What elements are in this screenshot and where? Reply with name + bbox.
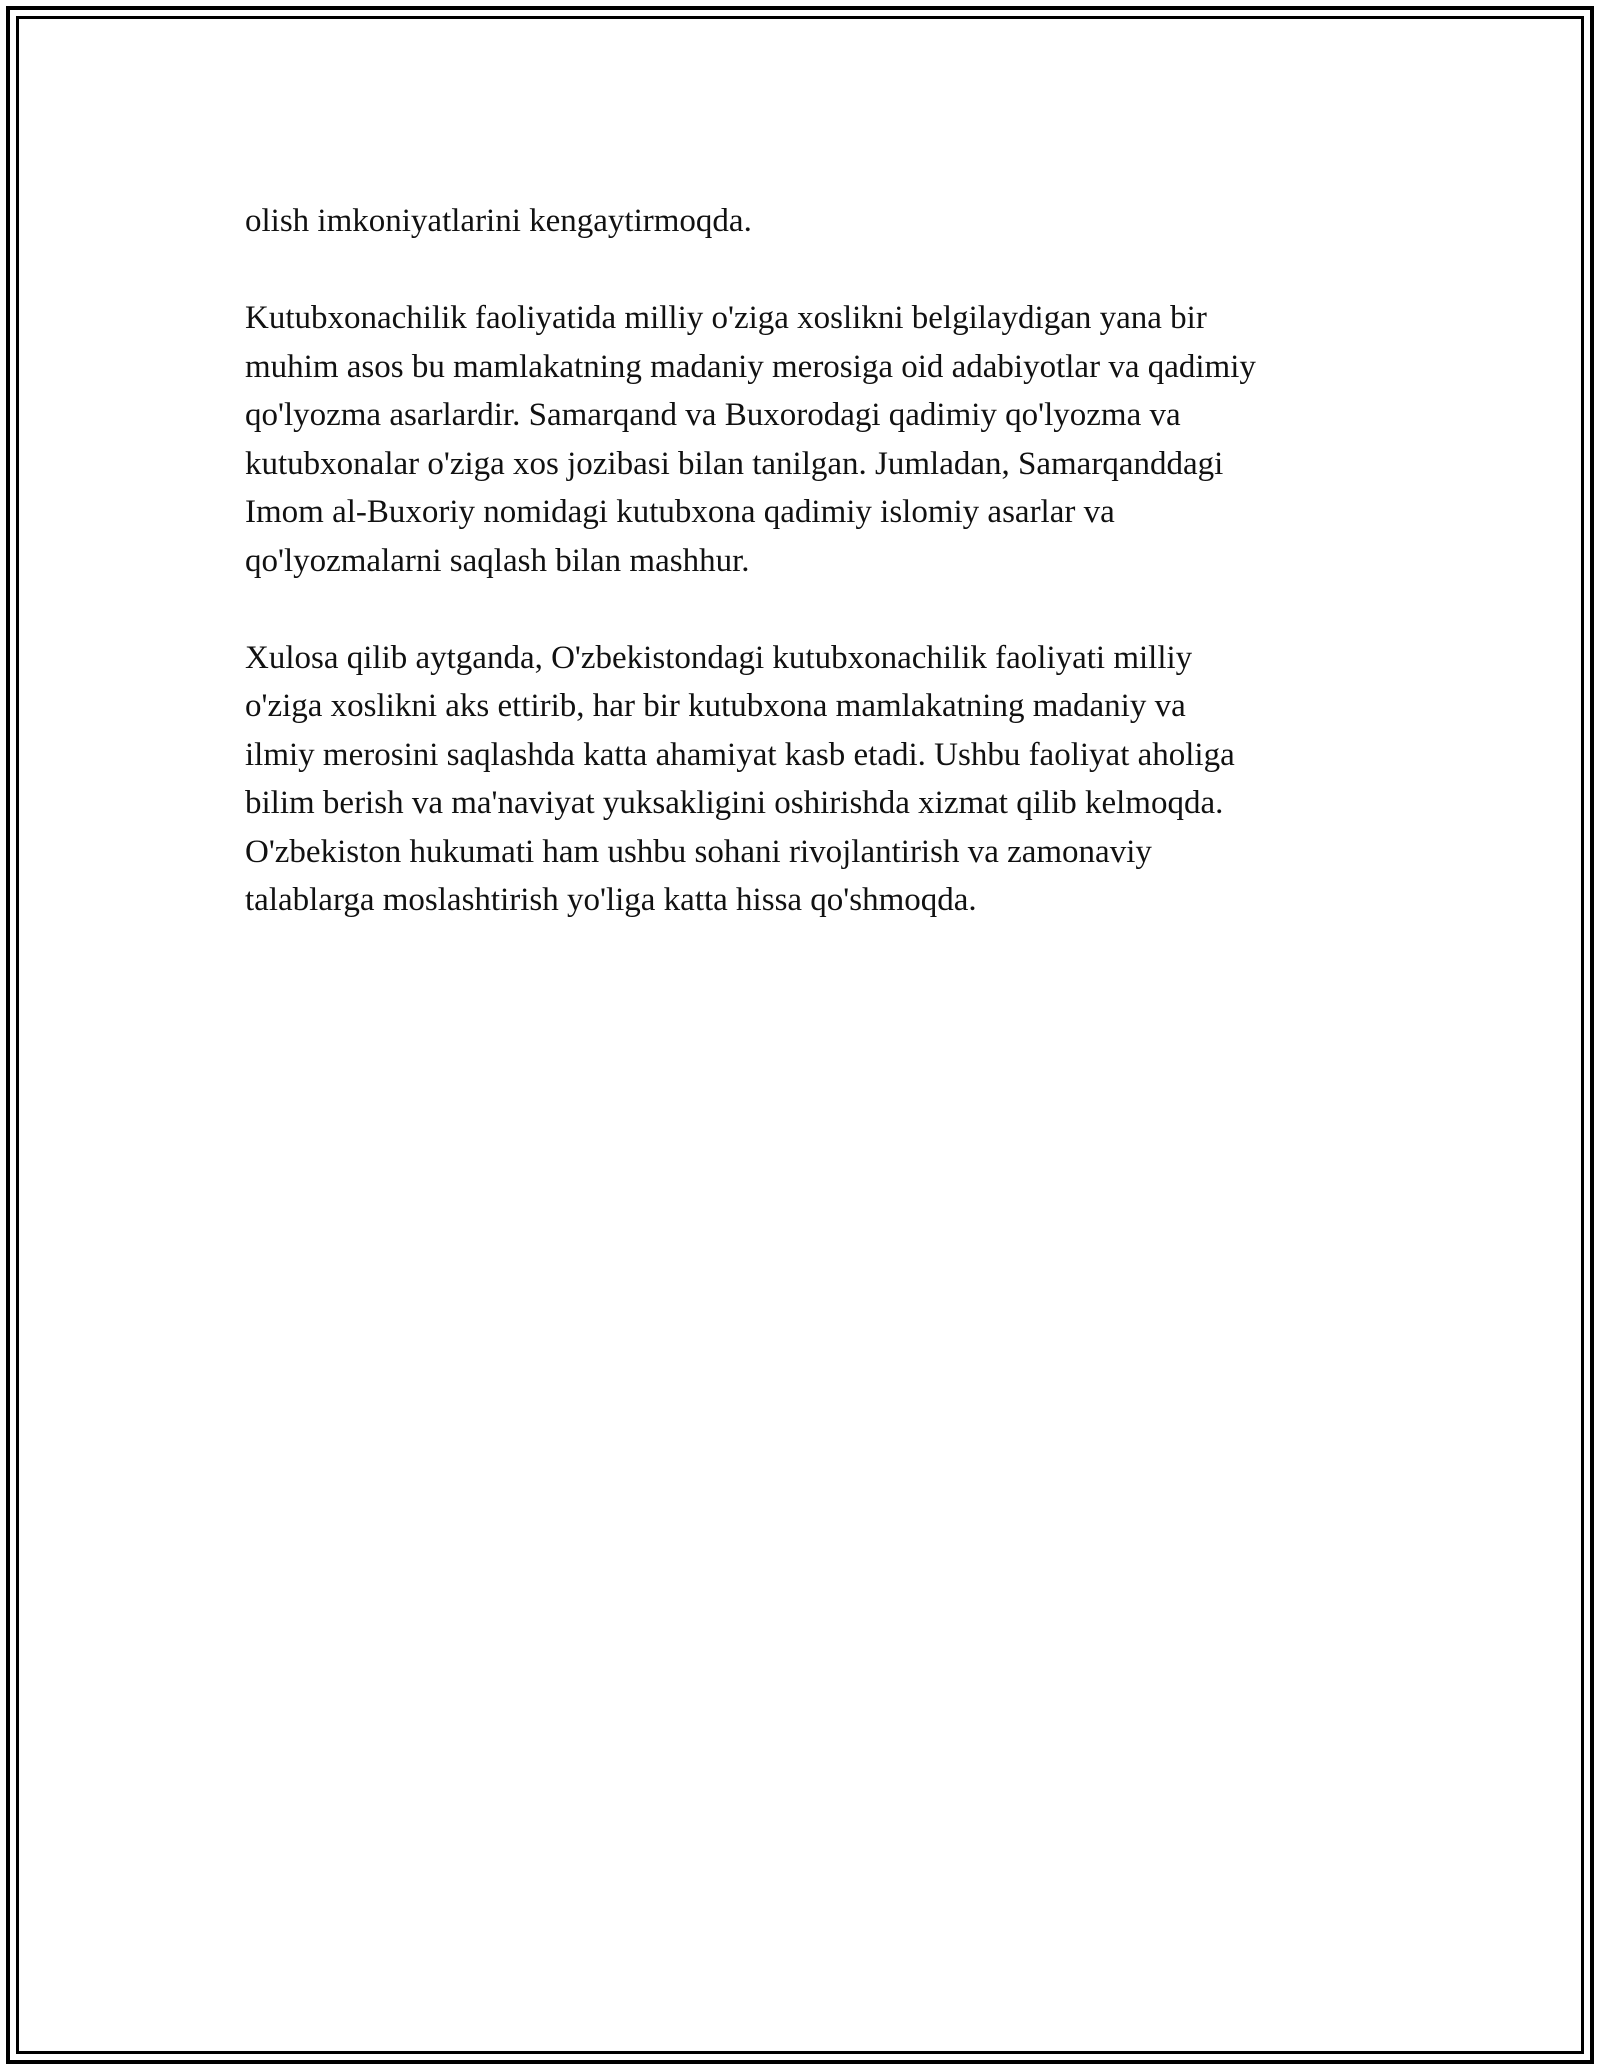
text-line: talablarga moslashtirish yo'liga katta hissa qo'shmoqda.: [245, 882, 977, 918]
text-line: Imom al-Buxoriy nomidagi kutubxona qadimiy islomiy asarlar va: [245, 494, 1115, 530]
text-line: muhim asos bu mamlakatning madaniy merosiga oid adabiyotlar va qadimiy: [245, 348, 1256, 385]
text-line: qo'lyozma asarlardir. Samarqand va Buxorodagi qadimiy qo'lyozma va: [245, 397, 1181, 433]
paragraph-conclusion: [245, 634, 1395, 925]
text-line: qo'lyozmalarni saqlash bilan mashhur.: [245, 542, 750, 579]
text-line: kutubxonalar o'ziga xos jozibasi bilan tanilgan. Jumladan, Samarqanddagi: [245, 445, 1224, 482]
text-line: O'zbekiston hukumati ham ushbu sohani rivojlantirish va zamonaviy: [245, 833, 1152, 870]
text-line: olish imkoniyatlarini kengaytirmoqda.: [245, 203, 752, 239]
text-line: ilmiy merosini saqlashda katta ahamiyat kasb etadi. Ushbu faoliyat aholiga: [245, 736, 1235, 773]
page-border: [6, 6, 1594, 2064]
paragraph-spacer: [245, 585, 1395, 634]
text-line: Xulosa qilib aytganda, O'zbekistondagi kutubxonachilik faoliyati milliy: [245, 639, 1193, 676]
paragraph-manuscripts: [245, 294, 1395, 585]
document-body: [245, 197, 1395, 925]
text-line: Kutubxonachilik faoliyatida milliy o'ziga xoslikni belgilaydigan yana bir: [245, 300, 1207, 336]
text-line: bilim berish va ma'naviyat yuksakligini oshirishda xizmat qilib kelmoqda.: [245, 785, 1224, 821]
paragraph-spacer: [245, 246, 1395, 295]
text-line: o'ziga xoslikni aks ettirib, har bir kutubxona mamlakatning madaniy va: [245, 688, 1186, 724]
paragraph-continuation: [245, 197, 1395, 246]
